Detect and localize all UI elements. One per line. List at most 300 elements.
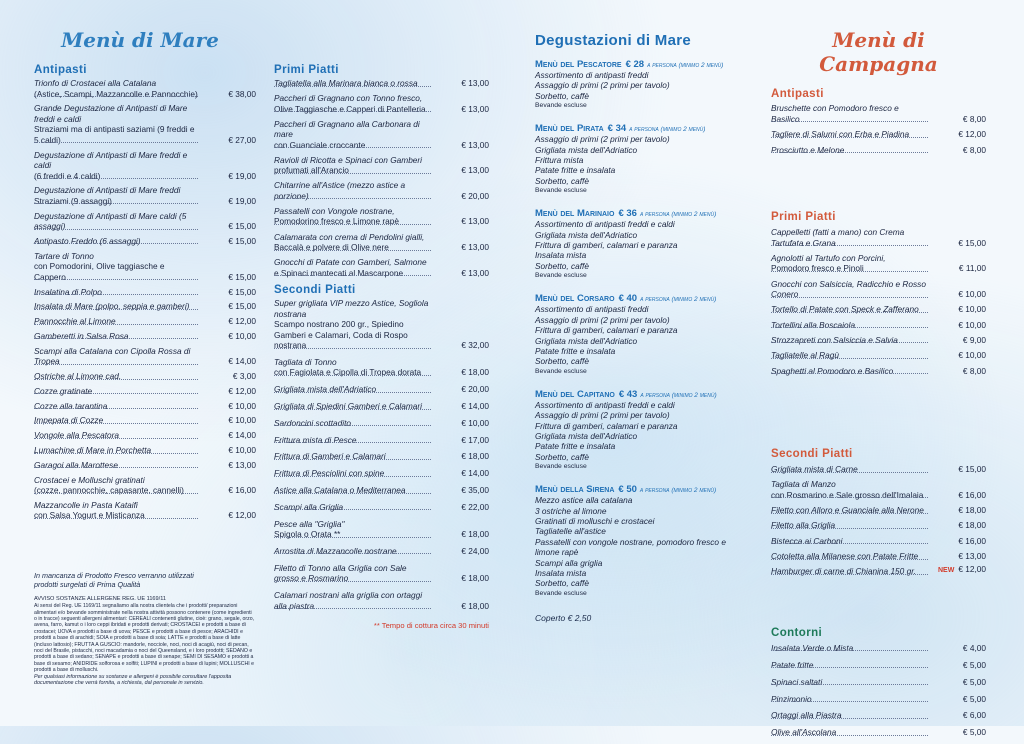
menu-item-name: Ortaggi alla Piastra [771, 710, 842, 721]
menu-item [34, 236, 256, 247]
menu-item-price [461, 601, 489, 612]
menu-item-description: profumati all'Arancio [274, 165, 349, 176]
dotted-leader [771, 497, 928, 498]
menu-item-description: Pomodorino fresco e Limone rapè [274, 216, 399, 227]
price-value: € 15,00 [228, 301, 256, 312]
menu-item-price [958, 350, 986, 361]
menu-item-name: Olive all'Ascolana [771, 727, 837, 738]
dotted-leader [771, 528, 928, 529]
menu-item-name: Filetto alla Griglia [771, 520, 836, 531]
menu-item-price [958, 490, 986, 501]
menu-item-price [228, 135, 256, 146]
menu-item [34, 316, 256, 327]
menu-item [771, 350, 986, 361]
dotted-leader [771, 137, 928, 138]
menu-item-name: Tagliata di Tonno [274, 356, 337, 367]
price-value: € 15,00 [958, 237, 986, 248]
menu-item [34, 475, 256, 496]
menu-item-description: Spigola o Orata ** [274, 529, 341, 540]
dotted-leader [771, 559, 928, 560]
tasting-menu-course: Assortimento di antipasti freddi [535, 70, 649, 80]
menu-item-price [959, 263, 986, 274]
dotted-leader [274, 409, 431, 410]
menu-item-name: Calamarata con crema di Pendolini gialli, [274, 231, 425, 242]
tasting-menu-course: Insalata mista [535, 250, 587, 261]
menu-item [274, 384, 489, 395]
dotted-leader [274, 608, 431, 609]
menu-item-price [461, 401, 489, 412]
tasting-menu-course: 3 ostriche al limone [535, 505, 607, 516]
tasting-menu-course: Assortimento di antipasti freddi [535, 304, 649, 315]
menu-item-price [228, 386, 256, 397]
price-value: € 16,00 [958, 489, 986, 500]
price-value: € 6,00 [962, 710, 986, 721]
price-value: € 12,00 [958, 129, 986, 139]
primi-campagna-heading: Primi Piatti [771, 211, 836, 223]
tasting-menu-course: Assortimento di antipasti freddi e caldi [535, 219, 675, 230]
allergen-footer: Per qualsiasi informazione su sostanze e allergeni è possibile consultare l'apposita documentazione che verrà fornita, a richiesta, dal personale in servizio. [34, 673, 232, 687]
menu-item [34, 500, 256, 521]
dotted-leader [274, 111, 431, 112]
menu-item-price [958, 289, 986, 300]
price-value: € 5,00 [962, 659, 986, 670]
menu-item-price [958, 320, 986, 331]
dotted-leader [274, 392, 431, 393]
menu-item-name: Ostriche al Limone cad. [34, 371, 122, 382]
menu-item [771, 660, 986, 671]
menu-item-name: Grigliata mista di Carne [771, 464, 858, 475]
menu-item-price [963, 366, 986, 377]
price-value: € 10,00 [958, 350, 986, 361]
menu-item-name: Cozze alla tarantina [34, 400, 108, 411]
menu-item [34, 251, 256, 283]
menu-item-price [228, 272, 256, 283]
menu-item-price [461, 340, 489, 351]
menu-item-name: Paccheri di Gragnano alla Carbonara di mare [274, 118, 420, 140]
menu-item-name: Super grigliata VIP mezzo Astice, Sogliola nostrana [274, 298, 429, 319]
menu-item [274, 119, 489, 151]
menu-item [274, 78, 489, 89]
menu-item [274, 180, 489, 201]
menu-item-name: Degustazione di Antipasti di Mare freddi [34, 185, 181, 196]
tasting-menu-course: Patate fritte e insalata [535, 345, 616, 356]
dotted-leader [34, 423, 198, 424]
secondi-mare-heading: Secondi Piatti [274, 284, 356, 297]
menu-item-price [461, 384, 489, 395]
menu-item-price [461, 191, 489, 202]
antipasti-mare-heading: Antipasti [34, 64, 87, 76]
menu-item [771, 129, 986, 140]
dotted-leader [274, 147, 431, 148]
menu-item [771, 520, 986, 531]
menu-item [771, 566, 986, 577]
price-value: € 13,00 [461, 242, 489, 253]
tasting-menu-per-person: a persona (minimo 2 menù) [640, 296, 717, 304]
menu-item-name: Tagliatelle al Ragù [771, 350, 839, 361]
menu-item [771, 464, 986, 475]
menu-item-name: Antipasto Freddo (6 assaggi) [34, 235, 141, 246]
menu-item-description: con Rosmarino e Sale grosso dell'Imalaia [771, 489, 924, 500]
tasting-menu-course: Mezzo astice alla catalana [535, 495, 633, 506]
tasting-menu-price: € 50 [618, 484, 637, 496]
menu-item-name: Grigliata di Spiedini Gamberi e Calamari [274, 401, 423, 412]
menu-item-name: Scampi alla Griglia [274, 501, 344, 512]
price-value: € 3,00 [232, 371, 256, 382]
menu-item-name: Bruschette con Pomodoro fresco e Basilico [771, 103, 899, 124]
menu-item-price [963, 643, 986, 654]
menu-item-price [958, 464, 986, 475]
tasting-menu-course: Sorbetto, caffè [535, 260, 589, 271]
dotted-leader [34, 493, 198, 494]
price-value: € 13,00 [461, 165, 489, 176]
menu-item-price [228, 89, 256, 100]
price-value: € 18,00 [461, 573, 489, 584]
tasting-menu-course: Assortimento di antipasti freddi e caldi [535, 399, 675, 410]
tasting-menu-note: Bevande escluse [535, 102, 587, 110]
menu-item-name: Pinzimonio [771, 693, 812, 704]
menu-item-name: Vongole alla Pescatora [34, 430, 120, 441]
menu-item [274, 401, 489, 412]
menu-item-name: Astice alla Catalana o Mediterranea [274, 485, 406, 496]
menu-item [34, 150, 256, 182]
menu-item [34, 445, 256, 456]
menu-item-price [963, 710, 986, 721]
menu-item-name: Tortellini alla Boscaiola [771, 319, 856, 330]
dotted-leader [34, 96, 198, 97]
tasting-menu-per-person: a persona (minimo 2 menù) [629, 126, 706, 134]
tasting-menu-course: Assaggio di primi (2 primi per tavolo) [535, 80, 670, 91]
dotted-leader [771, 312, 928, 313]
menu-item-price [461, 529, 489, 540]
price-value: € 10,00 [228, 330, 256, 341]
menu-item-name: Garagoi alla Marottese [34, 459, 118, 470]
dotted-leader [771, 472, 928, 473]
menu-item-name: Pesce alla "Griglia" [274, 518, 345, 529]
price-value: € 10,00 [958, 319, 986, 330]
dotted-leader [34, 453, 198, 454]
menu-item-name: Tagliere di Salumi con Erba e Piadina [771, 129, 910, 139]
menu-item-name: Tartare di Tonno [34, 250, 94, 261]
menu-item [34, 460, 256, 471]
menu-item-price [461, 468, 489, 479]
tasting-menu-note: Bevande escluse [535, 589, 587, 597]
price-value: € 12,00 [228, 385, 256, 396]
dotted-leader [274, 509, 431, 510]
dotted-leader [771, 245, 928, 246]
menu-item-price [461, 268, 489, 279]
dotted-leader [34, 379, 198, 380]
menu-item-price [233, 371, 256, 382]
menu-item [771, 366, 986, 377]
price-value: € 38,00 [228, 88, 256, 99]
dotted-leader [34, 324, 198, 325]
dotted-leader [771, 513, 928, 514]
tasting-menu-course: Passatelli con vongole nostrane, pomodoro fresco e limone rapè [535, 536, 726, 558]
tasting-menu-title [535, 389, 745, 400]
dotted-leader [274, 425, 431, 426]
menu-di-campagna-title: Menù di Campagna [819, 28, 938, 76]
price-value: € 10,00 [958, 289, 986, 300]
price-value: € 10,00 [228, 400, 256, 411]
price-value: € 4,00 [962, 642, 986, 653]
tasting-menu-title [535, 293, 745, 304]
menu-item-name: Filetto di Tonno alla Griglia con Sale grosso e Rosmarino [274, 562, 407, 584]
menu-item [34, 103, 256, 145]
dotted-leader [771, 373, 928, 374]
dotted-leader [34, 243, 198, 244]
tasting-menu-price: € 34 [607, 123, 627, 135]
menu-item [274, 546, 489, 557]
menu-item-name: Hamburger di carne di Chianina 150 gr. [771, 566, 916, 577]
tasting-menu-name: Menù della Sirena [535, 484, 615, 496]
price-value: € 32,00 [461, 340, 489, 351]
menu-item-name: Patate fritte [771, 659, 814, 670]
price-value: € 13,00 [461, 103, 489, 114]
menu-item-price [461, 216, 489, 227]
menu-item-name: Filetto con Alloro e Guanciale alla Nerone [771, 505, 924, 516]
tasting-menu-course: Patate fritte e insalata [535, 165, 616, 176]
menu-item [34, 78, 256, 99]
menu-item-name: Gnocchi con Salsiccia, Radicchio e Rosso Conero [771, 278, 926, 300]
dotted-leader [771, 684, 928, 685]
antipasti-campagna-list [771, 103, 986, 155]
dotted-leader [771, 650, 928, 651]
menu-item-name: Insalata di Mare (polpo, seppia e gamberi) [34, 301, 190, 312]
tasting-menu-per-person: a persona (minimo 2 menù) [640, 391, 717, 399]
price-value: € 14,00 [228, 356, 256, 367]
dotted-leader [274, 224, 431, 225]
menu-item-price [228, 301, 256, 312]
price-value: € 18,00 [958, 520, 986, 531]
dotted-leader [34, 203, 198, 204]
price-value: € 12,00 [228, 316, 256, 327]
menu-item-price [228, 460, 256, 471]
tasting-menu-course: Scampi alla griglia [535, 557, 603, 568]
dotted-leader [274, 476, 431, 477]
menu-item-name: Paccheri di Gragnano con Tonno fresco, [274, 93, 423, 104]
menu-item-name: Frittura di Gamberi e Calamari [274, 451, 386, 462]
menu-item-name: Spinaci saltati [771, 676, 823, 687]
dotted-leader [771, 358, 928, 359]
price-value: € 8,00 [962, 113, 986, 124]
menu-item [34, 415, 256, 426]
menu-item-name: Tagliata di Manzo [771, 479, 836, 490]
tasting-menu-course: Frittura di gamberi, calamari e paranza [535, 325, 678, 336]
price-value: € 13,00 [461, 78, 489, 88]
tasting-menu-course: Frittura mista [535, 155, 584, 166]
price-value: € 14,00 [461, 401, 489, 412]
menu-item-price [958, 505, 986, 516]
tasting-menu-course: Frittura di gamberi, calamari e paranza [535, 420, 678, 431]
menu-item [34, 185, 256, 206]
menu-item-price [958, 551, 986, 562]
tasting-menu-price: € 28 [625, 59, 645, 70]
menu-item-description: Straziami (9 assaggi) [34, 195, 112, 206]
menu-item [274, 435, 489, 446]
dotted-leader [771, 121, 928, 122]
menu-item-price [461, 573, 489, 584]
price-value: € 11,00 [958, 263, 986, 274]
menu-item-name: Insalata Verde o Mista [771, 642, 854, 653]
tasting-menu-course: Sorbetto, caffè [535, 90, 589, 101]
menu-item [771, 335, 986, 346]
menu-item-price [228, 196, 256, 207]
price-value: € 15,00 [228, 235, 256, 246]
price-value: € 27,00 [228, 134, 256, 145]
menu-item-name: Grande Degustazione di Antipasti di Mare freddi e caldi [34, 103, 188, 124]
menu-item-name: Gamberetti in Salsa Rosa [34, 330, 129, 341]
tasting-menu-course: Assaggio di primi (2 primi per tavolo) [535, 410, 670, 421]
menu-item [34, 386, 256, 397]
menu-item-price [958, 520, 986, 531]
menu-item-name: Trionfo di Crostacei alla Catalana [34, 78, 157, 88]
menu-item-name: Spaghetti al Pomodoro e Basilico [771, 365, 894, 376]
menu-item-price [461, 451, 489, 462]
menu-di-mare-title: Menù di Mare [61, 28, 219, 52]
menu-item [771, 145, 986, 156]
menu-item-price [958, 304, 986, 315]
menu-item-price [963, 727, 986, 738]
menu-item-name: Calamari nostrani alla griglia con ortaggi alla piastra [274, 590, 423, 611]
price-value: € 13,00 [461, 267, 489, 278]
dotted-leader [34, 142, 198, 143]
menu-item-price [228, 221, 256, 232]
menu-item [274, 485, 489, 496]
tasting-menu-course: Grigliata mista dell'Adriatico [535, 144, 638, 155]
menu-item-description: con Guanciale croccante [274, 139, 366, 150]
price-value: € 18,00 [461, 451, 489, 462]
menu-item [274, 155, 489, 176]
tasting-menu-course: Grigliata mista dell'Adriatico [535, 335, 638, 346]
secondi-campagna-heading: Secondi Piatti [771, 448, 853, 461]
tasting-menu-title [535, 59, 745, 70]
tasting-menu-per-person: a persona (minimo 2 menù) [639, 487, 717, 495]
dotted-leader [771, 327, 928, 328]
tasting-menu-note: Bevande escluse [535, 187, 587, 195]
menu-item-price [938, 564, 986, 577]
menu-item [771, 227, 986, 248]
allergen-text: Ai sensi del Reg. UE 1169/11 segnaliamo alla nostra clientela che i prodotti/ preparazioni alimentari e/o bevande somministrate nella nostra attività possono contenere (come ingredienti o in tracce) seguenti allergeni alimentari: CEREALI contenenti glutine, cioè: grano, segale, orzo, avena, farro, kamut o i loro ceppi ibridati e prodotti derivati; CROSTACEI e prodotti a base di crostacei; UOVA e prodotti a base di uova; PESCE e prodotti a base di pesce; ARACHIDI e prodotti a base di arachidi; SOIA e prodotti a base di soia; LATTE e prodotti a base di latte (incluso lattosio); FRUTTA A GUSCIO: mandorle, nocciole, noci, noci di acagiù, noci di pecan, noci del Brasile, pistacchi, noci macadamia o noci del Queensland, e i loro prodotti; SEDANO e prodotti a base di sedano; SENAPE e prodotti a base di senape; SEMI DI SESAMO e prodotti a base di sesamo; ANIDRIDE solforosa e solfiti; LUPINI e prodotti a base di lupini; MOLLUSCHI e prodotti a base di molluschi. [34, 603, 255, 674]
menu-item-description: Olive Taggiasche e Capperi di Pantelleria [274, 103, 426, 114]
dotted-leader [771, 152, 928, 153]
menu-item [34, 211, 256, 232]
menu-item-price [461, 546, 489, 557]
dotted-leader [34, 393, 198, 394]
menu-item [771, 103, 986, 124]
menu-item-price [228, 287, 256, 298]
price-value: € 8,00 [962, 365, 986, 376]
menu-item-description: con Pomodorini, Olive taggiasche e Cappero [34, 261, 165, 282]
secondi-campagna-list [771, 464, 986, 577]
dotted-leader [34, 467, 198, 468]
price-value: € 18,00 [461, 529, 489, 540]
menu-item [34, 346, 256, 367]
dotted-leader [771, 543, 928, 544]
price-value: € 18,00 [958, 505, 986, 516]
degustazioni-column [535, 0, 745, 623]
dotted-leader [771, 667, 928, 668]
menu-item-name: Strozzapreti con Salsiccia e Salvia [771, 334, 898, 345]
menu-item-price [963, 677, 986, 688]
dotted-leader [274, 198, 431, 199]
menu-item [274, 298, 489, 351]
dotted-leader [34, 294, 198, 295]
price-value: € 12,00 [228, 510, 256, 521]
dotted-leader [771, 574, 928, 575]
cooking-time-note: ** Tempo di cottura circa 30 minuti [373, 621, 489, 631]
price-value: € 5,00 [962, 727, 986, 738]
menu-item-description: (6 freddi e 4 caldi) [34, 170, 101, 181]
dotted-leader [771, 342, 928, 343]
contorni-heading: Contorni [771, 626, 823, 639]
price-value: € 14,00 [228, 430, 256, 441]
price-value: € 13,00 [958, 551, 986, 562]
menu-item-name: Sardoncini scottadito [274, 417, 352, 428]
coperto-label: Coperto € 2,50 [535, 612, 592, 623]
antipasti-campagna-heading: Antipasti [771, 88, 824, 100]
price-value: € 12,00 [958, 564, 986, 575]
tasting-menu [535, 293, 745, 376]
price-value: € 19,00 [228, 170, 256, 181]
menu-item-name: Gnocchi di Patate con Gamberi, Salmone [274, 257, 427, 268]
menu-item [771, 279, 986, 300]
menu-item [771, 710, 986, 721]
menu-item [771, 643, 986, 654]
menu-item-price [228, 171, 256, 182]
price-value: € 13,00 [461, 139, 489, 150]
menu-item-price [958, 536, 986, 547]
menu-item-name: Frittura di Pesciolini con spine [274, 468, 385, 479]
menu-item-name: Pannocchie al Limone [34, 316, 116, 327]
price-value: € 14,00 [461, 468, 489, 479]
menu-item-price [461, 140, 489, 151]
menu-item-name: Cappelletti (fatti a mano) con Crema Tartufata e Grana [771, 227, 905, 248]
menu-item [771, 479, 986, 500]
menu-item-price [461, 165, 489, 176]
menu-item [771, 694, 986, 705]
menu-item-name: Grigliata mista dell'Adriatico [274, 384, 377, 395]
price-value: € 16,00 [228, 485, 256, 496]
menu-di-campagna-column [771, 0, 986, 744]
price-value: € 10,00 [228, 415, 256, 426]
tasting-menu-name: Menù del Pescatore [535, 59, 622, 70]
dotted-leader [34, 178, 198, 179]
menu-item [274, 93, 489, 114]
menu-item [771, 320, 986, 331]
menu-item-name: Cotoletta alla Milanese con Patate Fritte [771, 551, 919, 562]
price-value: € 17,00 [461, 434, 489, 445]
menu-item [274, 418, 489, 429]
tasting-menu-course: Sorbetto, caffè [535, 451, 589, 462]
menu-item [274, 563, 489, 584]
menu-item-name: Agnolotti al Tartufo con Porcini, [771, 252, 886, 263]
tasting-menu-title [535, 208, 745, 219]
tasting-menu-name: Menù del Marinaio [535, 208, 615, 220]
tasting-menu-course: Gratinati di molluschi e crostacei [535, 515, 655, 526]
price-value: € 19,00 [228, 195, 256, 206]
tasting-menu-course: Sorbetto, caffè [535, 356, 589, 367]
menu-item-description: Baccalà e polvere di Olive nere [274, 242, 389, 253]
menu-item-name: Degustazione di Antipasti di Mare freddi e caldi [34, 149, 188, 171]
menu-item-price [461, 242, 489, 253]
tasting-menu-title [535, 123, 745, 134]
tasting-menu-course: Sorbetto, caffè [535, 578, 589, 589]
price-value: € 5,00 [962, 676, 986, 687]
dotted-leader [34, 438, 198, 439]
degustazioni-title: Degustazioni di Mare [535, 32, 692, 49]
price-value: € 22,00 [461, 501, 489, 512]
price-value: € 18,00 [461, 367, 489, 378]
